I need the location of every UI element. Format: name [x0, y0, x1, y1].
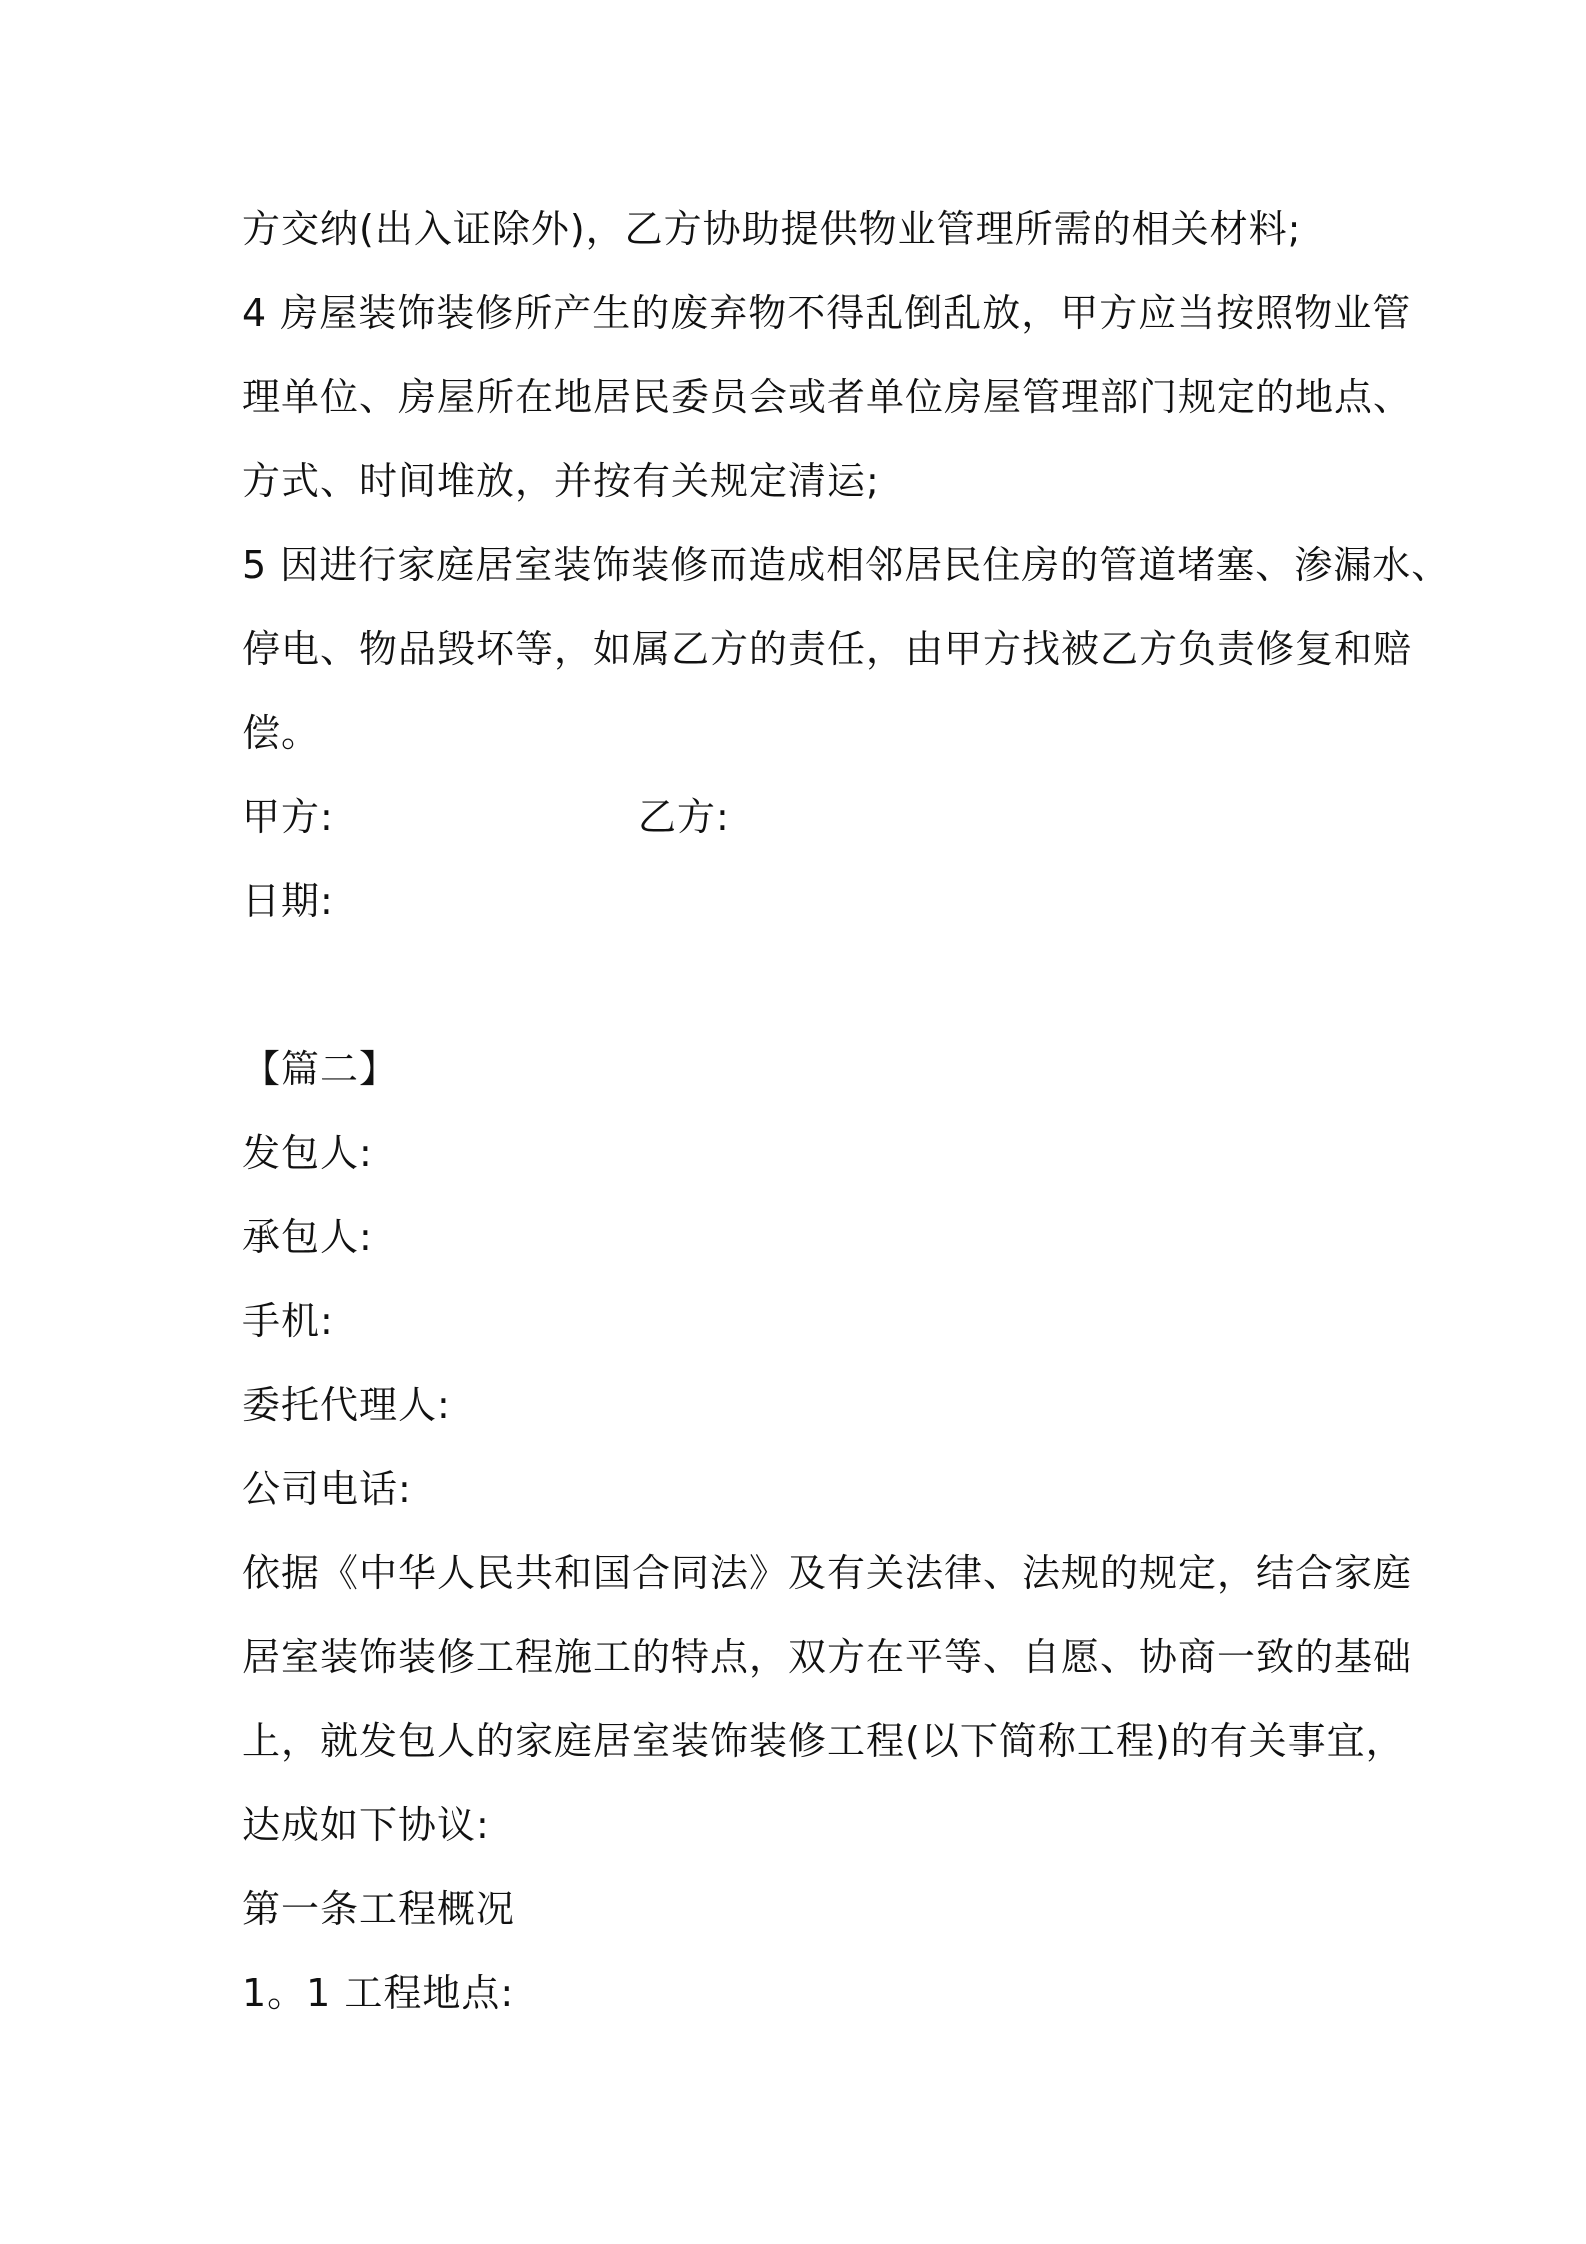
- body-text-line: 停电、物品毁坏等，如属乙方的责任，由甲方找被乙方负责修复和赔: [242, 627, 1413, 671]
- field-label-contractor: 承包人:: [242, 1215, 373, 1259]
- field-label-mobile: 手机:: [242, 1299, 334, 1343]
- body-text-line: 5 因进行家庭居室装饰装修而造成相邻居民住房的管道堵塞、渗漏水、: [242, 543, 1451, 587]
- paragraph-line: 居室装饰装修工程施工的特点，双方在平等、自愿、协商一致的基础: [242, 1635, 1413, 1679]
- party-b-label: 乙方:: [638, 795, 730, 839]
- body-text-line: 偿。: [242, 711, 321, 755]
- date-label: 日期:: [242, 879, 334, 923]
- field-label-employer: 发包人:: [242, 1131, 373, 1175]
- article-title: 第一条工程概况: [242, 1887, 516, 1931]
- paragraph-line: 达成如下协议:: [242, 1803, 490, 1847]
- paragraph-line: 依据《中华人民共和国合同法》及有关法律、法规的规定，结合家庭: [242, 1551, 1413, 1595]
- paragraph-line: 上，就发包人的家庭居室装饰装修工程(以下简称工程)的有关事宜，: [242, 1719, 1405, 1763]
- body-text-line: 方式、时间堆放，并按有关规定清运;: [242, 459, 880, 503]
- body-text-line: 理单位、房屋所在地居民委员会或者单位房屋管理部门规定的地点、: [242, 375, 1413, 419]
- field-label-company-phone: 公司电话:: [242, 1467, 412, 1511]
- field-label-agent: 委托代理人:: [242, 1383, 451, 1427]
- item-1-1: 1。1 工程地点:: [242, 1971, 515, 2015]
- party-a-label: 甲方:: [242, 795, 334, 839]
- body-text-line: 4 房屋装饰装修所产生的废弃物不得乱倒乱放，甲方应当按照物业管: [242, 291, 1412, 335]
- body-text-line: 方交纳(出入证除外)，乙方协助提供物业管理所需的相关材料;: [242, 207, 1302, 251]
- section-heading: 【篇二】: [242, 1047, 399, 1091]
